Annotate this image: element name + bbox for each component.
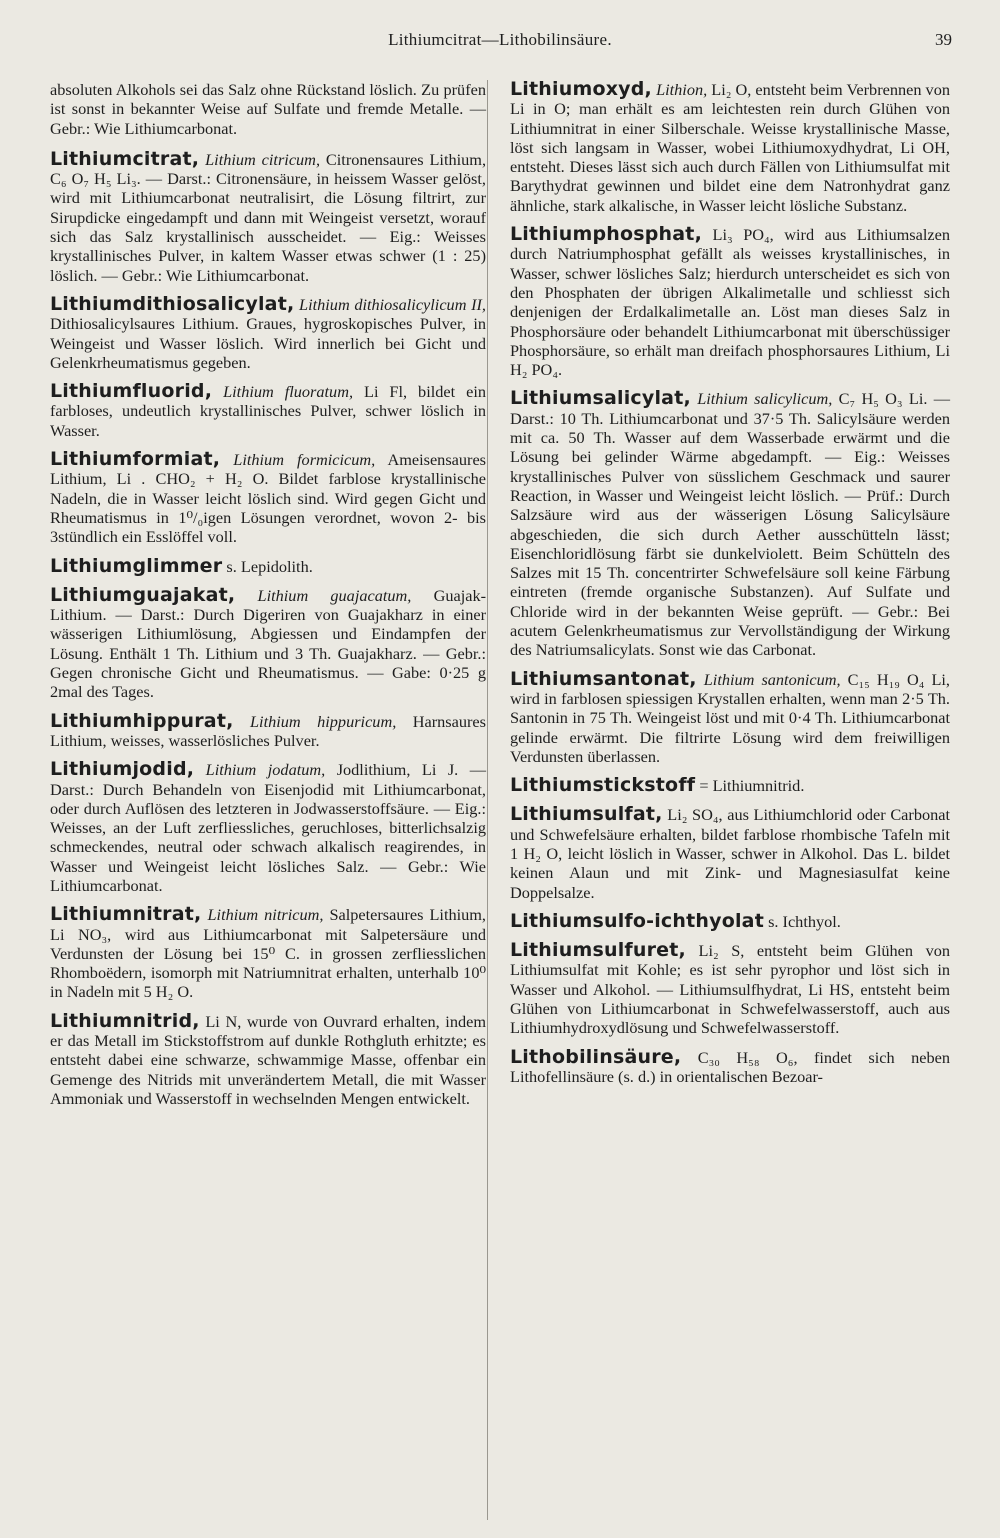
left-entries (50, 147, 487, 1108)
entry-text: Ameisensaures Lithium, Li . CHO₂ + H₂ O. Bildet farblose krystallinische Nadeln, die in Wasser leicht löslich sind. Wird gegen Gicht und Rheumatismus in 1⁰/₀igen Lösungen verordnet, wovon 2- bis 3stündlich ein Esslöffel voll. (50, 450, 487, 547)
entry-text: Li₂ SO₄, aus Lithiumchlorid oder Carbonat und Schwefelsäure erhalten, bildet farblose rhombische Tafeln mit 1 H₂ O, leicht löslich in Wasser, schwer in Alkohol. Das L. bildet keinen Alaun und mit Zink- und Magnesiasulfat keine Doppelsalze. (510, 805, 950, 902)
entry-text: Li N, wurde von Ouvrard erhalten, indem er das Metall im Stickstoffstrom auf dunkle Rothgluth erhitzte; es entsteht dabei eine schwarze, schwammige Masse, offenbar ein Gemenge des Nitrids mit unverändertem Metall, die mit Wasser Ammoniak und Wasserstoff in wechselnden Mengen entwickelt. (50, 1011, 486, 1108)
entry-headword: Lithiumnitrat, (50, 903, 202, 926)
dictionary-entry (510, 225, 950, 379)
entry-headword: Lithiumcitrat, (50, 147, 200, 170)
dictionary-entry (510, 80, 950, 215)
entry-headword: Lithobilinsäure, (510, 1045, 682, 1068)
entry-latin-name: Lithium fluoratum, (223, 382, 354, 402)
entry-headword: Lithiumsulfat, (510, 803, 663, 826)
dictionary-entry (50, 450, 486, 546)
dictionary-entry (50, 292, 486, 372)
running-title: Lithiumcitrat—Lithobilinsäure. (388, 30, 612, 49)
right-column (510, 80, 950, 1094)
entry-text: s. Lepidolith. (226, 556, 313, 576)
entry-text: Harnsaures Lithium, weisses, wasserlösliches Pulver. (50, 711, 486, 750)
dictionary-entry (50, 709, 486, 751)
page-number: 39 (935, 30, 952, 49)
entry-text: C₁₅ H₁₉ O₄ Li, wird in farblosen spiessigen Krystallen erhalten, wenn man 2·5 Th. Santonin in 75 Th. Weingeist löst und mit 0·4 Th. Lithiumcarbonat gelinde erwärmt. Die filtrirte Lösung wird dem freiwilligen Verdunsten überlassen. (510, 669, 950, 766)
right-entries (510, 80, 950, 1086)
entry-latin-name: Lithium dithiosalicylicum II, (299, 294, 486, 314)
dictionary-entry (510, 776, 950, 795)
entry-text: Salpetersaures Lithium, Li NO₃, wird aus Lithiumcarbonat mit Salpetersäure und Verdunsten der Lösung bei 15⁰ C. in grossen zerfliesslichen Rhomboëdern, isomorph mit Natriumnitrat erhalten, unterhalb 10⁰ in Nadeln mit 5 H₂ O. (50, 905, 487, 1002)
entry-text: C₇ H₅ O₃ Li. — Darst.: 10 Th. Lithiumcarbonat und 37·5 Th. Salicylsäure werden mit ca. 50 Th. Wasser auf dem Wasserbade erwärmt und die Lösung bei gelinder Wärme abgedampft. — Eig.: Weisses krystallinisches Pulver von süsslichem Geschmack und saurer Reaction, in Wasser und Weingeist leicht löslich. — Prüf.: Durch Salzsäure wird aus der wässerigen Lösung Salicylsäure abgeschieden, die sich durch Aether ausschütteln lässt; Eisenchloridlösung färbt sie dunkelviolett. Beim Schütteln des Salzes mit 15 Th. concentrirter Schwefelsäure soll keine Färbung eintreten (fremde organische Substanzen). Auf Sulfate und Chloride wird in der bekannten Weise geprüft. — Gebr.: Bei acutem Gelenkrheumatismus zur Vervollständigung der Wirkung des Natriumsalicylats. Sonst wie das Carbonat. (510, 389, 950, 660)
entry-latin-name: Lithium jodatum, (205, 760, 326, 780)
dictionary-entry (510, 941, 950, 1037)
entry-latin-name: Lithium citricum, (205, 149, 321, 169)
dictionary-entry (510, 667, 950, 766)
entry-latin-name: Lithium santonicum, (703, 669, 841, 689)
entry-text: = Lithiumnitrid. (699, 776, 805, 796)
entry-headword: Lithiumsulfo-ichthyolat (510, 909, 764, 932)
left-column (50, 80, 486, 1116)
entry-text: Jodlithium, Li J. — Darst.: Durch Behandeln von Eisenjodid mit Lithiumcarbonat, oder durch Auflösen des letzteren in Jodwasserstoffsäure. — Eig.: Weisses, an der Luft zerfliessliches, geruchloses, bitterlichsalzig schmeckendes, neutral oder schwach alkalisch reagirendes, in Wasser und Weingeist leicht lösliches Salz. — Gebr.: Wie Lithiumcarbonat. (50, 760, 486, 895)
dictionary-entry (510, 909, 950, 932)
entry-text: Dithiosalicylsaures Lithium. Graues, hygroskopisches Pulver, in Weingeist und Wasser löslich. Wird innerlich bei Gicht und Gelenkrheumatismus gegeben. (50, 314, 486, 372)
entry-text: Guajak-Lithium. — Darst.: Durch Digeriren von Guajakharz in einer wässerigen Lithiumlösung, Abgiessen und Eindampfen der Lösung. Enthält 1 Th. Lithium und 3 Th. Guajakharz. — Gebr.: Gegen chronische Gicht und Rheumatismus. — Gabe: 0·25 g 2mal des Tages. (50, 585, 487, 702)
entry-text: C₃₀ H₅₈ O₆, findet sich neben Lithofellinsäure (s. d.) in orientalischen Bezoar- (510, 1047, 950, 1086)
entry-headword: Lithiumsalicylat, (510, 387, 691, 410)
entry-latin-name: Lithium formicicum, (233, 450, 376, 470)
entry-headword: Lithiumjodid, (50, 758, 195, 781)
entry-text: s. Ichthyol. (768, 911, 841, 931)
entry-headword: Lithiumformiat, (50, 448, 221, 471)
dictionary-entry (50, 760, 486, 895)
dictionary-entry (510, 1045, 950, 1087)
dictionary-entry (50, 554, 486, 577)
entry-headword: Lithiumfluorid, (50, 380, 213, 403)
continuation-text: absoluten Alkohols sei das Salz ohne Rückstand löslich. Zu prüfen ist sonst in bekannter Weise auf Sulfate und fremde Metalle. — Gebr.: Wie Lithiumcarbonat. (50, 80, 486, 138)
entry-latin-name: Lithium hippuricum, (250, 711, 397, 731)
entry-headword: Lithiumphosphat, (510, 223, 703, 246)
column-divider (487, 80, 488, 1520)
entry-text: Li₂ S, entsteht beim Glühen von Lithiumsulfat mit Kohle; es ist sehr pyrophor und löst sich in Wasser und Alkohol. — Lithiumsulfhydrat, Li HS, entsteht beim Glühen von Lithiumcarbonat in Schwefelwasserstoff, auch aus Lithiumhydroxydlösung und Schwefelwasserstoff. (510, 941, 951, 1038)
dictionary-entry (50, 905, 486, 1001)
entry-headword: Lithiumsulfuret, (510, 939, 686, 962)
dictionary-entry (50, 1009, 486, 1108)
dictionary-entry (50, 147, 487, 285)
entry-headword: Lithiumoxyd, (510, 78, 652, 100)
entry-text: Li₂ O, entsteht beim Verbrennen von Li in O; man erhält es am leichtesten rein durch Glühen von Lithiumnitrat in einer Silberschale. Weisse krystallinische Masse, löst sich langsam in Wasser, wobei Lithiumoxydhydrat, Li OH, entsteht. Dieses lässt sich auch durch Fällen von Lithiumsulfat mit Barythydrat gewinnen und bildet eine dem Natronhydrat ganz ähnliche, stark alkalische, in Wasser leicht lösliche Substanz. (510, 80, 950, 215)
dictionary-entry (510, 805, 950, 901)
dictionary-entry (50, 382, 486, 440)
entry-latin-name: Lithium salicylicum, (697, 389, 833, 409)
entry-text: Citronensaures Lithium, C₆ O₇ H₅ Li₃. — Darst.: Citronensäure, in heissem Wasser gelöst, wird mit Lithiumcarbonat neutralisirt, die Lösung filtrirt, zur Sirupdicke eingedampft und dann mit Weingeist versetzt, worauf sich das Salz krystallinisch ausscheidet. — Eig.: Weisses krystallinisches Pulver, in kaltem Wasser etwas schwer (1 : 25) löslich. — Gebr.: Wie Lithiumcarbonat. (50, 149, 487, 285)
entry-text: Li Fl, bildet ein farbloses, undeutlich krystallinisches Pulver, schwer löslich in Wasser. (50, 382, 486, 440)
entry-headword: Lithiumdithiosalicylat, (50, 292, 295, 315)
dictionary-entry (510, 389, 950, 659)
entry-text: Li₃ PO₄, wird aus Lithiumsalzen durch Natriumphosphat gefällt als weisses krystallinisches, in Wasser, schwer lösliches Salz; hierdurch unterscheidet es sich von den Phosphaten der übrigen Alkalimetalle und schliesst sich denjenigen der Erdalkalimetalle an. Löst man dieses Salz in Phosphorsäure oder behandelt Lithiumcarbonat mit überschüssiger Phosphorsäure, so erhält man dreifach phosphorsaures Lithium, Li H₂ PO₄. (510, 225, 950, 380)
entry-headword: Lithiumnitrid, (50, 1009, 200, 1032)
entry-latin-name: Lithion, (656, 80, 708, 99)
entry-headword: Lithiumstickstoff (510, 774, 696, 797)
dictionary-entry (50, 583, 487, 702)
entry-latin-name: Lithium nitricum, (207, 905, 324, 925)
entry-headword: Lithiumhippurat, (50, 709, 234, 732)
entry-headword: Lithiumguajakat, (50, 583, 236, 606)
entry-latin-name: Lithium guajacatum, (257, 585, 412, 605)
entry-headword: Lithiumglimmer (50, 554, 223, 577)
entry-headword: Lithiumsantonat, (510, 667, 697, 690)
